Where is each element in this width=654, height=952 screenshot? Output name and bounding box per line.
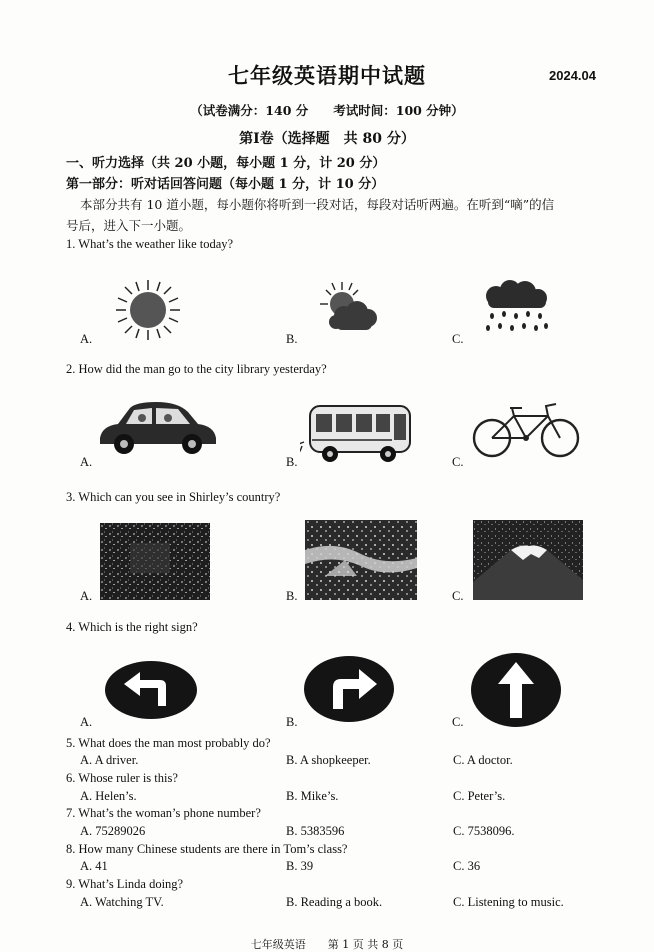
q5-option-a: A. A driver. bbox=[80, 753, 139, 767]
q1-option-b: B. bbox=[286, 332, 298, 346]
exam-date: 2024.04 bbox=[549, 68, 596, 83]
q4-option-b: B. bbox=[286, 715, 298, 729]
question-5: 5. What does the man most probably do? bbox=[66, 736, 271, 750]
question-2: 2. How did the man go to the city library yesterday? bbox=[66, 362, 327, 376]
sun-cloud-icon bbox=[312, 280, 382, 338]
photo-b bbox=[305, 520, 417, 600]
turn-left-sign-icon bbox=[104, 660, 198, 720]
q3-option-c: C. bbox=[452, 589, 464, 603]
q6-option-a: A. Helen’s. bbox=[80, 789, 137, 803]
car-icon bbox=[96, 400, 220, 456]
q6-option-b: B. Mike’s. bbox=[286, 789, 339, 803]
question-6: 6. Whose ruler is this? bbox=[66, 771, 178, 785]
question-8: 8. How many Chinese students are there in Tom’s class? bbox=[66, 842, 348, 856]
bicycle-icon bbox=[470, 400, 582, 460]
straight-ahead-sign-icon bbox=[470, 652, 562, 728]
q7-option-a: A. 75289026 bbox=[80, 824, 146, 838]
page-footer: 七年级英语 第 1 页 共 8 页 bbox=[250, 938, 404, 951]
mountain-photo bbox=[473, 520, 583, 600]
exam-meta: （试卷满分：140 分 考试时间：100 分钟） bbox=[190, 103, 464, 118]
q6-option-c: C. Peter’s. bbox=[453, 789, 506, 803]
instructions-line-1: 本部分共有 10 道小题，每小题你将听到一段对话，每段对话听两遍。在听到“嘀”的信 bbox=[80, 197, 555, 212]
turn-right-sign-icon bbox=[303, 655, 395, 723]
q4-option-c: C. bbox=[452, 715, 464, 729]
q3-option-b: B. bbox=[286, 589, 298, 603]
question-4: 4. Which is the right sign? bbox=[66, 620, 198, 634]
q3-option-a: A. bbox=[80, 589, 93, 603]
q7-option-b: B. 5383596 bbox=[286, 824, 345, 838]
q9-option-c: C. Listening to music. bbox=[453, 895, 564, 909]
q1-option-a: A. bbox=[80, 332, 93, 346]
q8-option-c: C. 36 bbox=[453, 859, 481, 873]
q8-option-b: B. 39 bbox=[286, 859, 314, 873]
question-3: 3. Which can you see in Shirley’s country? bbox=[66, 490, 281, 504]
question-7: 7. What’s the woman’s phone number? bbox=[66, 806, 261, 820]
q2-option-b: B. bbox=[286, 455, 298, 469]
q9-option-b: B. Reading a book. bbox=[286, 895, 383, 909]
q5-option-b: B. A shopkeeper. bbox=[286, 753, 371, 767]
q4-option-a: A. bbox=[80, 715, 93, 729]
q2-option-c: C. bbox=[452, 455, 464, 469]
q5-option-c: C. A doctor. bbox=[453, 753, 513, 767]
q8-option-a: A. 41 bbox=[80, 859, 108, 873]
rain-cloud-icon bbox=[480, 280, 552, 340]
bus-icon bbox=[300, 402, 416, 468]
q1-option-c: C. bbox=[452, 332, 464, 346]
q9-option-a: A. Watching TV. bbox=[80, 895, 164, 909]
sub-section-heading: 第一部分：听对话回答问题（每小题 1 分，计 10 分） bbox=[66, 177, 385, 192]
q2-option-a: A. bbox=[80, 455, 93, 469]
section-heading: 一、听力选择（共 20 小题，每小题 1 分，计 20 分） bbox=[66, 156, 386, 171]
question-1: 1. What’s the weather like today? bbox=[66, 237, 234, 251]
photo-a bbox=[100, 523, 210, 600]
question-9: 9. What’s Linda doing? bbox=[66, 877, 184, 891]
instructions-line-2: 号后，进入下一小题。 bbox=[66, 218, 192, 233]
q7-option-c: C. 7538096. bbox=[453, 824, 515, 838]
sun-icon bbox=[108, 278, 188, 342]
page-title: 七年级英语期中试题 bbox=[228, 63, 426, 88]
part-title: 第Ⅰ卷（选择题 共 80 分） bbox=[239, 131, 415, 147]
